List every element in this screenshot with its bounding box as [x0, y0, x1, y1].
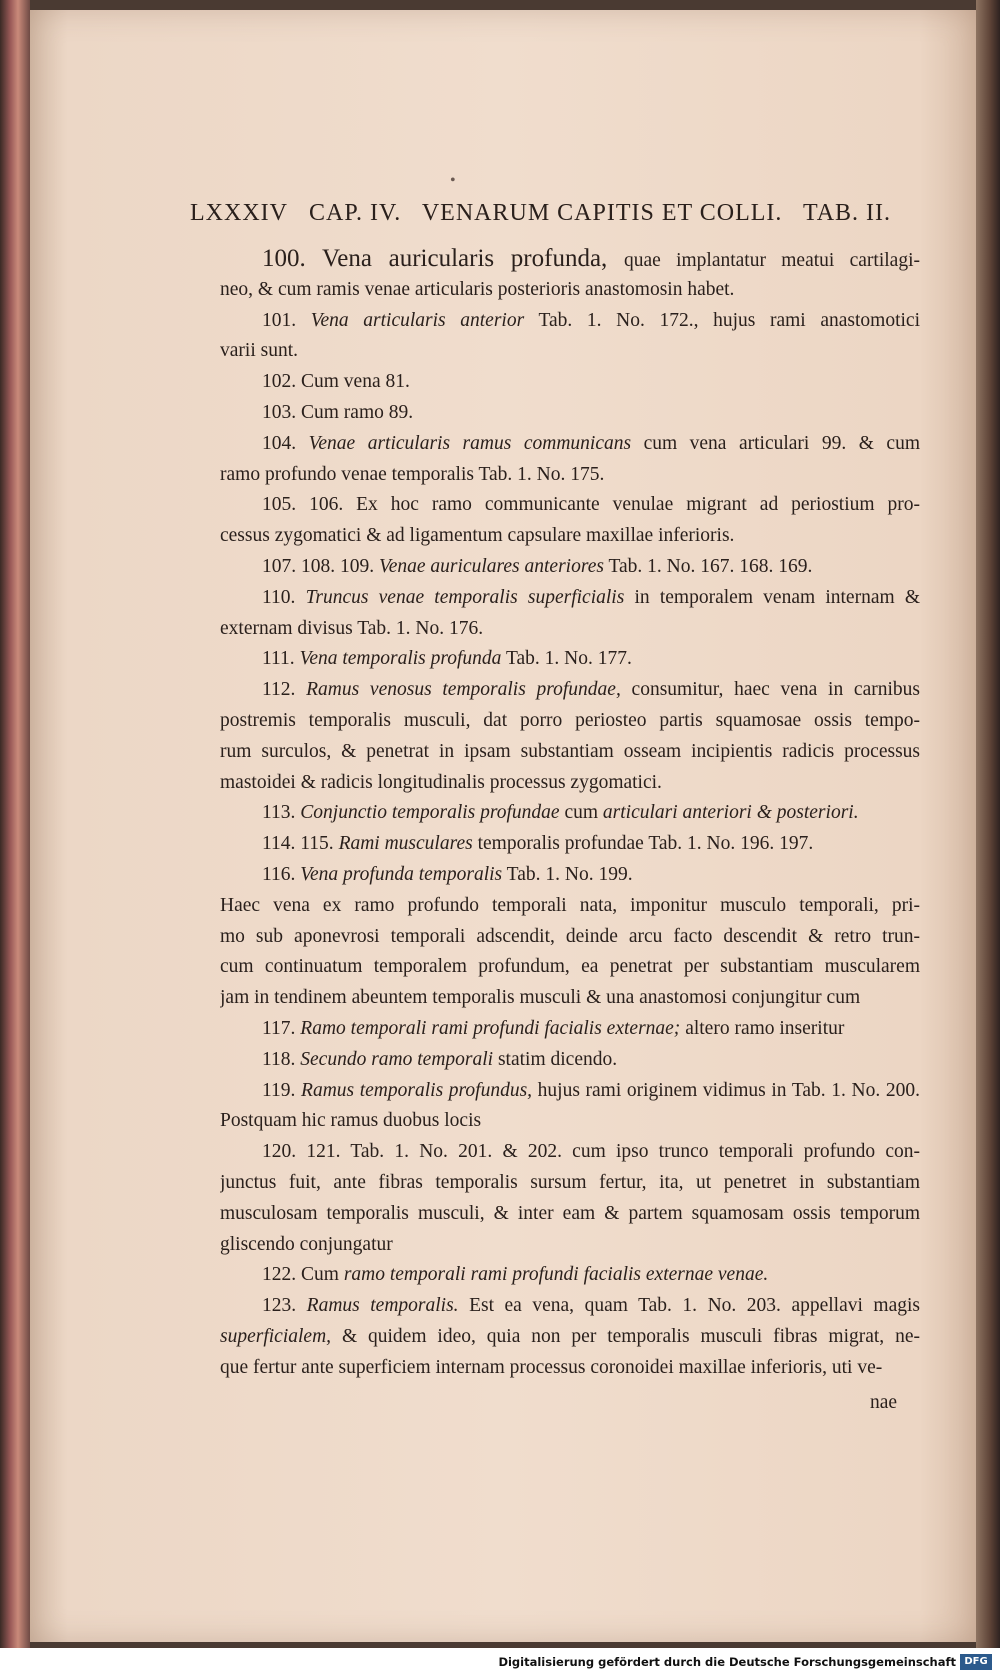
italic-text: Ramus temporalis.	[306, 1295, 459, 1317]
text-line	[220, 737, 920, 768]
text-line	[220, 521, 920, 552]
text-run: 104.	[262, 432, 309, 454]
italic-text: Vena temporalis profunda	[299, 648, 502, 670]
body-text	[220, 244, 920, 1383]
paragraph	[220, 644, 920, 675]
dfg-logo: DFG	[960, 1654, 992, 1670]
footer-credit: Digitalisierung gefördert durch die Deutsche Forschungsgemeinschaft	[498, 1655, 956, 1669]
text-run: cessus zygomatici & ad ligamentum capsulare maxillae inferioris.	[220, 525, 735, 547]
header-chapter: CAP. IV.	[308, 200, 402, 226]
paragraph	[220, 1137, 920, 1260]
italic-text: Vena articularis anterior	[310, 309, 525, 331]
paragraph	[220, 675, 920, 798]
italic-text: Secundo ramo temporali	[300, 1048, 494, 1070]
text-line	[220, 644, 920, 675]
text-line	[220, 429, 920, 460]
paragraph	[220, 1291, 920, 1383]
italic-text: superficialem,	[220, 1325, 332, 1347]
text-run: ramo profundo venae temporalis Tab. 1. No. 175.	[220, 463, 605, 485]
text-run: 118.	[262, 1048, 301, 1070]
text-line	[220, 583, 920, 614]
text-line	[220, 706, 920, 737]
text-run: mo sub aponevrosi temporali adscendit, deinde arcu facto descendit & retro trun-	[220, 925, 920, 947]
text-line	[220, 1322, 920, 1353]
header-page-number: LXXXIV	[190, 200, 288, 226]
text-run: Tab. 1. No. 172., hujus rami anastomotici	[524, 309, 920, 331]
text-line	[220, 552, 920, 583]
text-run: 111.	[262, 648, 300, 670]
paragraph	[220, 798, 920, 829]
text-run: Tab. 1. No. 199.	[502, 863, 633, 885]
text-line	[220, 829, 920, 860]
text-run: junctus fuit, ante fibras temporalis sursum fertur, ita, ut penetret in substantiam	[220, 1171, 920, 1193]
text-run: 112.	[262, 679, 307, 701]
text-run: postremis temporalis musculi, dat porro periosteo partis squamosae ossis tempo-	[220, 709, 920, 731]
text-line	[220, 275, 920, 306]
text-run: que fertur ante superficiem internam processus coronoidei maxillae inferioris, uti ve-	[220, 1356, 883, 1378]
italic-text: Conjunctio temporalis profundae	[300, 802, 560, 824]
ink-dot: •	[450, 172, 456, 189]
paragraph	[220, 367, 920, 398]
paragraph	[220, 306, 920, 368]
text-line	[220, 336, 920, 367]
italic-text: Venae articularis ramus communicans	[308, 432, 632, 454]
text-run: mastoidei & radicis longitudinalis processus zygomatici.	[220, 771, 662, 793]
text-run: Haec vena ex ramo profundo temporali nata, imponitur musculo temporali, pri-	[220, 894, 920, 916]
text-run: Est ea vena, quam Tab. 1. No. 203. appellavi magis	[458, 1295, 920, 1317]
footer-bar	[0, 1648, 1000, 1678]
text-run: in temporalem venam internam &	[624, 586, 920, 608]
text-run: cum continuatum temporalem profundum, ea penetrat per substantiam muscularem	[220, 956, 920, 978]
paragraph	[220, 860, 920, 891]
paragraph	[220, 552, 920, 583]
text-line	[220, 675, 920, 706]
text-run: 117.	[262, 1017, 301, 1039]
text-run: 123.	[262, 1295, 307, 1317]
paragraph	[220, 490, 920, 552]
italic-text: Ramus venosus temporalis profundae,	[306, 679, 621, 701]
text-run: rum surculos, & penetrat in ipsam substantiam osseam incipientis radicis processus	[220, 740, 920, 762]
text-line	[220, 1353, 920, 1384]
text-run: cum vena articulari 99. & cum	[631, 432, 920, 454]
text-line	[220, 860, 920, 891]
text-line	[220, 952, 920, 983]
italic-text: Truncus venae temporalis superficialis	[305, 586, 625, 608]
text-run: 119.	[262, 1079, 302, 1101]
text-line	[220, 798, 920, 829]
text-line	[220, 398, 920, 429]
text-run: 102. Cum vena 81.	[262, 371, 410, 393]
text-run: externam divisus Tab. 1. No. 176.	[220, 617, 484, 639]
text-run: 105. 106. Ex hoc ramo communicante venulae migrant ad periostium pro-	[262, 494, 920, 516]
text-line	[220, 1168, 920, 1199]
paragraph	[220, 398, 920, 429]
paragraph	[220, 1260, 920, 1291]
text-run: altero ramo inseritur	[680, 1017, 845, 1039]
text-run: consumitur, haec vena in carnibus	[620, 679, 920, 701]
text-run: 101.	[262, 309, 311, 331]
italic-text: ramo temporali rami profundi facialis externae venae.	[343, 1264, 769, 1286]
paragraph	[220, 583, 920, 645]
text-run: 113.	[262, 802, 301, 824]
text-run: varii sunt.	[220, 340, 298, 362]
text-line	[220, 1260, 920, 1291]
text-run: & quidem ideo, quia non per temporalis musculi fibras migrat, ne-	[331, 1325, 920, 1347]
page-edge	[976, 0, 1000, 1648]
text-run: neo, & cum ramis venae articularis posterioris anastomosin habet.	[220, 278, 735, 300]
text-line	[220, 490, 920, 521]
paragraph	[220, 1045, 920, 1076]
text-run: temporalis profundae Tab. 1. No. 196. 197.	[472, 833, 814, 855]
text-line	[220, 983, 920, 1014]
text-line	[220, 244, 920, 275]
paragraph	[220, 1014, 920, 1045]
text-run: cum	[559, 802, 603, 824]
book-spine	[0, 0, 30, 1648]
text-run: quae implantatur meatui cartilagi-	[623, 250, 920, 271]
text-line	[220, 1230, 920, 1261]
running-header	[190, 200, 910, 227]
paragraph	[220, 829, 920, 860]
text-run: 116.	[262, 863, 301, 885]
catchword: nae	[870, 1392, 898, 1413]
text-run: 107. 108. 109.	[262, 555, 379, 577]
text-line	[220, 922, 920, 953]
text-run: 122. Cum	[262, 1264, 344, 1286]
text-line	[220, 1014, 920, 1045]
paragraph	[220, 244, 920, 306]
text-run: 114. 115.	[262, 833, 339, 855]
header-title: VENARUM CAPITIS ET COLLI.	[421, 200, 783, 226]
text-line	[220, 1199, 920, 1230]
text-line	[220, 1291, 920, 1322]
text-line	[220, 460, 920, 491]
italic-text: Vena profunda temporalis	[300, 863, 503, 885]
text-line	[220, 614, 920, 645]
text-run: Tab. 1. No. 177.	[501, 648, 632, 670]
text-line	[220, 891, 920, 922]
text-run: 120. 121. Tab. 1. No. 201. & 202. cum ipso trunco temporali profundo con-	[262, 1141, 920, 1163]
text-run: hujus rami originem vidimus in Tab. 1. No. 200.	[532, 1079, 920, 1101]
paragraph	[220, 429, 920, 491]
paragraph	[220, 891, 920, 1014]
text-line	[220, 1106, 920, 1137]
text-line	[220, 768, 920, 799]
italic-text: Venae auriculares anteriores	[379, 555, 604, 577]
header-table: TAB. II.	[802, 200, 892, 226]
text-run: 100. Vena auricularis profunda,	[262, 245, 624, 272]
text-line	[220, 367, 920, 398]
text-run: gliscendo conjungatur	[220, 1233, 393, 1255]
text-run: 103. Cum ramo 89.	[262, 401, 414, 423]
text-line	[220, 1137, 920, 1168]
text-run: jam in tendinem abeuntem temporalis musculi & una anastomosi conjungitur cum	[220, 987, 861, 1009]
text-line	[220, 306, 920, 337]
paragraph	[220, 1076, 920, 1138]
italic-text: Rami musculares	[338, 833, 473, 855]
text-run: musculosam temporalis musculi, & inter eam & partem squamosam ossis temporum	[220, 1202, 920, 1224]
text-run: statim dicendo.	[493, 1048, 618, 1070]
italic-text: articulari anteriori & posteriori.	[602, 802, 859, 824]
text-line	[220, 1045, 920, 1076]
text-run: Postquam hic ramus duobus locis	[220, 1110, 482, 1132]
text-line	[220, 1076, 920, 1107]
italic-text: Ramo temporali rami profundi facialis externae;	[300, 1017, 681, 1039]
text-run: Tab. 1. No. 167. 168. 169.	[603, 555, 813, 577]
italic-text: Ramus temporalis profundus,	[301, 1079, 533, 1101]
text-run: 110.	[262, 586, 306, 608]
